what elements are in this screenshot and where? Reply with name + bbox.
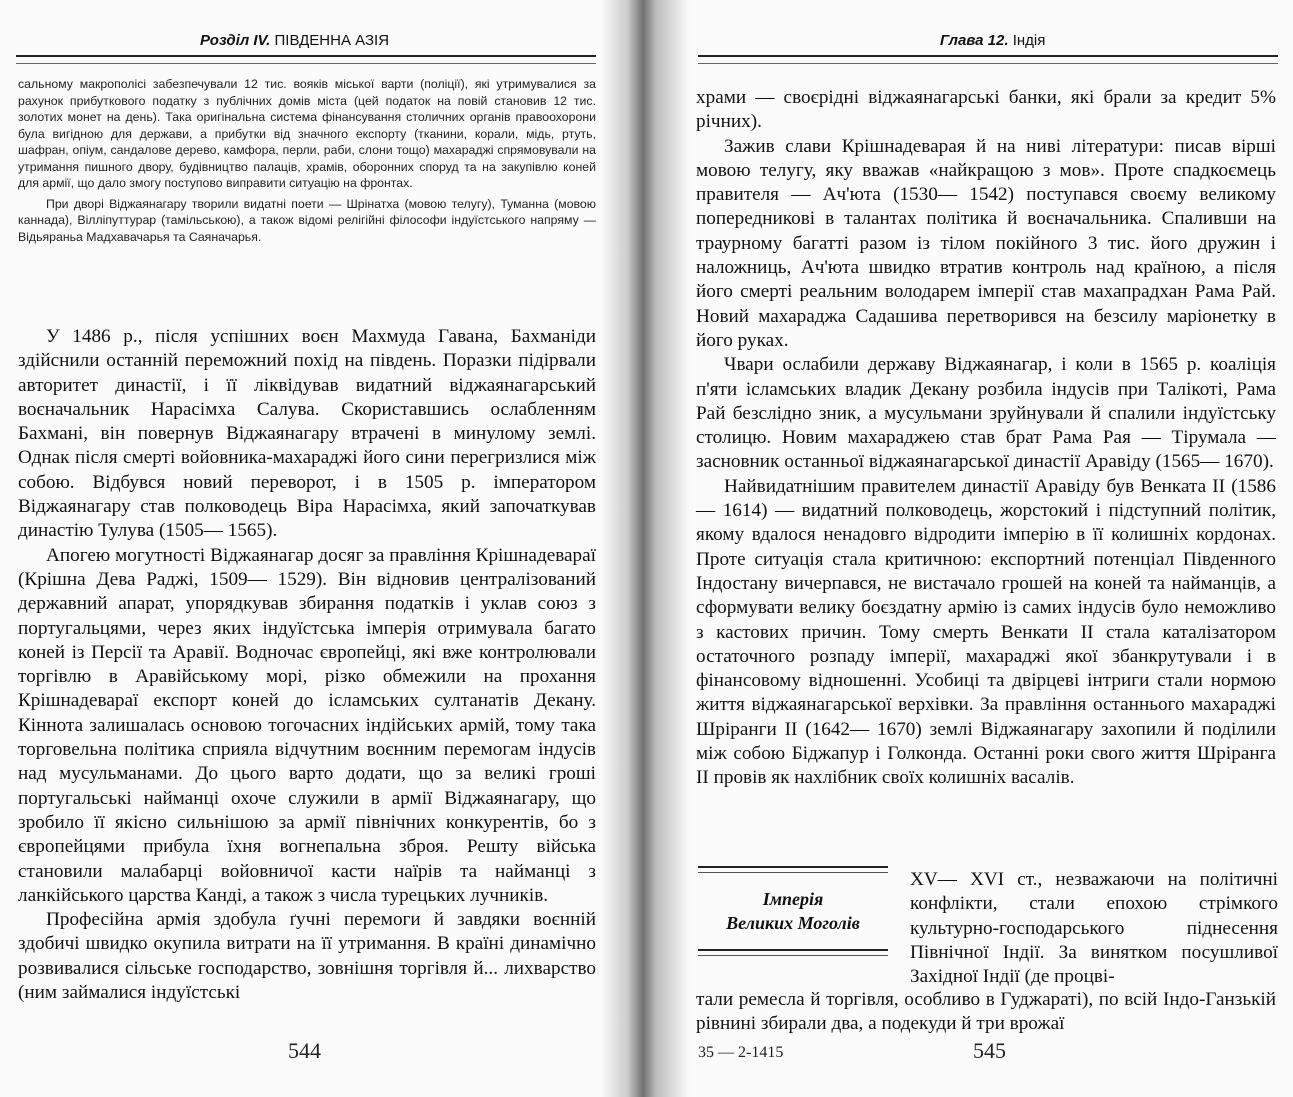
running-head-left [200, 32, 389, 49]
small-paragraph: При дворі Віджаянагару творили видатні поети — Шрінатха (мовою телугу), Туманна (мовою каннада), Вілліпуттурар (тамільською), а також відомі релігійні філософи індуїстського напряму — Відьяраньа Мадхавачарья та Саяначарья. [18, 196, 596, 244]
body-paragraph: Чвари ослабили державу Віджаянагар, і коли в 1565 р. коаліція п'яти ісламських владик Декану розбила індусів при Талікоті, Рама Рай безслідно зник, а мусульмани зруйнували й спалили індуїстську столицю. Новим махараджею став брат Рама Рая — Тірумала — засновник останньої віджаянагарської династії Аравіду (1565— 1670). [696, 354, 1276, 473]
side-heading-rule-top [698, 866, 888, 873]
body-text-left [18, 325, 596, 1005]
paragraph-continuation: тали ремесла й торгівля, особливо в Гуджараті), по всій Індо-Ганзькій рівнині збирали два, а подекуди й три врожаї [696, 989, 1276, 1035]
body-paragraph: Професійна армія здобула ґучні перемоги й завдяки воєнній здобичі швидко окупила витрати на її утримання. В країні динамічно розвивалися сільське господарство, зовнішня торгівля й... лихварство (ним займалися індуїстські [18, 909, 596, 1004]
body-text-right [696, 86, 1276, 791]
running-head-right [940, 32, 1045, 49]
chapter-label: Глава 12. [940, 32, 1009, 49]
left-page [0, 0, 628, 1097]
printer-signature: 35 — 2-1415 [698, 1044, 784, 1061]
body-paragraph: Найвидатнішим правителем династії Аравіду був Венката II (1586— 1614) — видатний полководець, жорстокий і підступний політик, якому вдалося ненадовго відродити імперію в її колишніх кордонах. Проте ситуація стала критичною: експортний потенціал Південного Індостану вичерпався, не вистачало грошей на коней та найманців, а сформувати велику боєздатну армію із самих індусів було неможливо з кастових причин. Тому смерть Венкати II стала каталізатором остаточного розпаду імперії, махараджі якої збанкрутували і в фінансовому відношенні. Усобиці та двірцеві інтриги стали нормою життя віджаянагарської верхівки. За правління останнього махараджі Шріранги II (1642— 1670) землі Віджаянагару захопили й поділили між собою Біджапур і Голконда. Останні роки свого життя Шріранга II провів як нахлібник своїх колишніх васалів. [696, 475, 1276, 789]
side-heading-line: Імперія [762, 889, 824, 909]
side-heading-rule-bottom [698, 949, 888, 956]
side-heading-line: Великих Моголів [726, 913, 860, 933]
small-print-block [18, 76, 596, 245]
right-page [628, 0, 1293, 1097]
page-number-left: 544 [288, 1038, 321, 1063]
header-rule-right [698, 55, 1278, 64]
header-rule-left [16, 55, 596, 64]
small-paragraph: сальному макрополісі забезпечували 12 тис. вояків міської варти (поліції), які утримувалися за рахунок прибуткового податку з публічних домів міста (цей податок на повій становив 12 тис. золотих монет на день). Така оригінальна система фінансування столичних органів правоохорони була вигідною для держави, а прибутки від значного експорту (тканини, корали, мідь, ртуть, шафран, опіум, сандалове дерево, камфора, перли, раби, слони тощо) махараджі спрямовували на утримання пишного двору, будівництво палаців, храмів, оборонних споруд та на закупівлю коней для армії, що дало змогу поступово виправити ситуацію на фронтах. [18, 77, 596, 190]
body-paragraph: Апогею могутності Віджаянагар досяг за правління Крішнадевараї (Крішна Дева Раджі, 1509— 1529). Він відновив централізований державний апарат, упорядкував збирання податків і уклав союз з португальцями, через яких індуїстська імперія отримувала багато коней із Персії та Аравії. Водночас європейці, які вже контролювали торгівлю в Аравійському морі, різко обмежили на прохання Крішнадевараї експорт коней до ісламських султанатів Декану. Кіннота залишалась основою тогочасних індійських армій, тому така торговельна політика сприяла відчутним воєнним перемогам індусів над мусульманами. До цього варто додати, що за великі гроші португальські найманці охоче служили в армії Віджаянагару, що зробило її якісно сильнішою за армії північних конкурентів, бо з європейцями прибула їхня вогнепальна зброя. Решту війська становили малабарці войовничої касти наїрів та найманці з ланкійського царства Канді, а також з числа турецьких лучників. [18, 544, 596, 906]
page-number-right: 545 [973, 1038, 1006, 1063]
section-title: ПІВДЕННА АЗІЯ [274, 32, 390, 49]
side-heading [698, 866, 888, 956]
body-paragraph: Зажив слави Крішнадеварая й на ниві літератури: писав вірші мовою телугу, яку вважав «найкращою з мов». Проте спадкоємець правителя — Ач'юта (1530— 1542) поступався своєму великому попередникові в талантах політика й воєначальника. Спаливши на траурному багатті разом із тілом покійного 3 тис. його дружин і наложниць, Ач'юта швидко втратив контроль над країною, а після його смерті реальним володарем імперії став махапрадхан Рама Рай. Новий махараджа Садашива перетворився на безсилу маріонетку в його руках. [696, 135, 1276, 351]
body-paragraph: храми — своєрідні віджаянагарські банки, які брали за кредит 5% річних). [696, 87, 1276, 133]
wrapped-paragraph: XV— XVI ст., незважаючи на політичні конфлікти, стали епохою стрімкого культурно-господарського піднесення Північної Індії. За винятком посушливої Західної Індії (де процві- [910, 869, 1278, 988]
book-gutter-shadow [600, 0, 690, 1097]
chapter-title: Індія [1012, 32, 1046, 49]
section-label: Розділ IV. [200, 32, 271, 49]
body-paragraph: У 1486 р., після успішних воєн Махмуда Гавана, Бахманіди здійснили останній переможний похід на південь. Поразки підірвали авторитет династії, і її ліквідував видатний віджаянагарський воєначальник Нарасімха Салува. Скориставшись ослабленням Бахмані, він повернув Віджаянагару втрачені в минулому землі. Однак після смерті войовника-махараджі його сини перегризлися між собою. Відбувся новий переворот, і в 1505 р. імператором Віджаянагару став полководець Віра Нарасімха, який започаткував династію Тулува (1505— 1565). [18, 326, 596, 542]
